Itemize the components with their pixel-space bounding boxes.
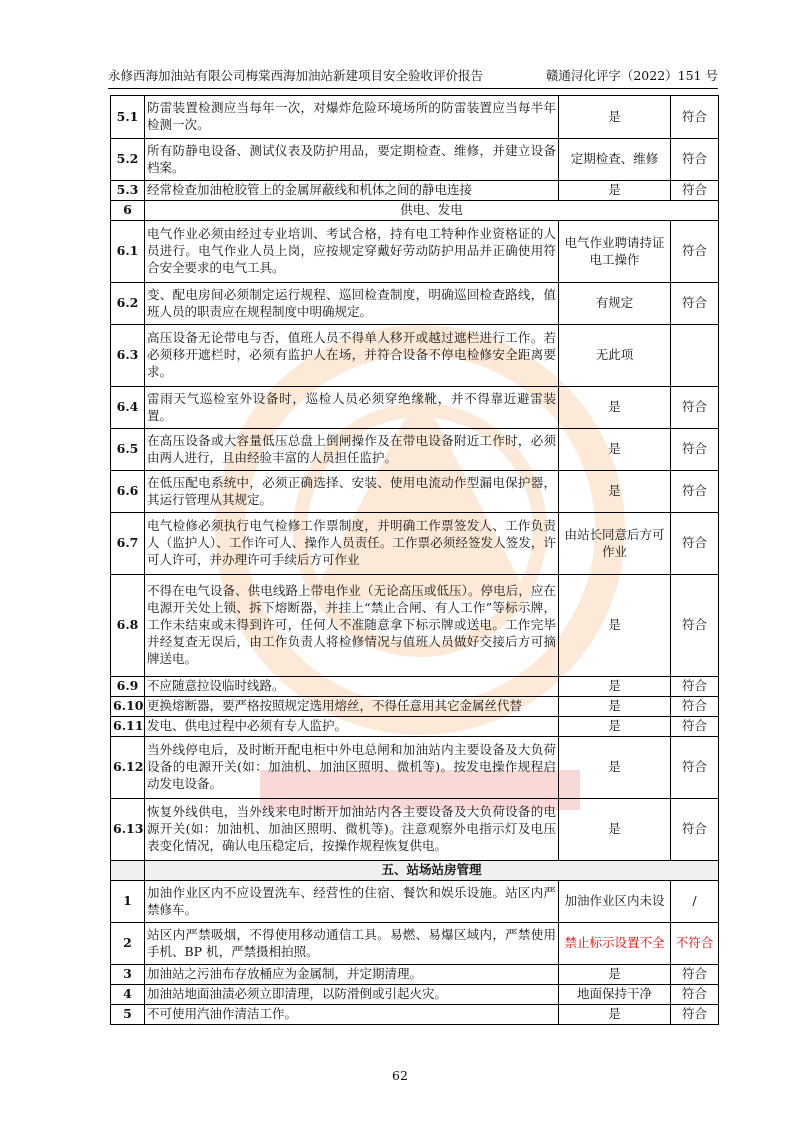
check-result: 是 [559,96,671,139]
section-title: 五、站场站房管理 [145,861,719,881]
table-row [111,697,719,717]
check-result: 地面保持干净 [559,985,671,1005]
compliance-verdict: 符合 [671,697,719,717]
row-number: 6.7 [111,513,145,575]
requirement-text: 变、配电房间必须制定运行规程、巡回检查制度，明确巡回检查路线，值班人员的职责应在规程制度中明确规定。 [145,283,559,325]
compliance-verdict: 符合 [671,181,719,201]
page-number: 62 [392,1068,408,1083]
row-number: 6.8 [111,575,145,677]
check-result: 是 [559,387,671,429]
table-row [111,717,719,737]
row-number: 3 [111,965,145,985]
requirement-text: 当外线停电后，及时断开配电柜中外电总闸和加油站内主要设备及大负荷设备的电源开关(如：加油机、加油区照明、微机等)。按发电操作规程启动发电设备。 [145,737,559,799]
table-row [111,985,719,1005]
row-number: 6.5 [111,429,145,471]
requirement-text: 在低压配电系统中，必须正确选择、安装、使用电流动作型漏电保护器，其运行管理从其规定。 [145,471,559,513]
table-row [111,737,719,799]
row-number: 5.3 [111,181,145,201]
requirement-text: 加油站之污油布存放桶应为金属制，并定期清理。 [145,965,559,985]
header-report-title: 永修西海加油站有限公司梅棠西海加油站新建项目安全验收评价报告 [108,68,484,83]
row-number: 6.12 [111,737,145,799]
compliance-verdict: 不符合 [671,923,719,965]
section-row [111,861,719,881]
compliance-verdict: 符合 [671,221,719,283]
table-row [111,677,719,697]
requirement-text: 防雷装置检测应当每年一次，对爆炸危险环境场所的防雷装置应当每半年检测一次。 [145,96,559,139]
table-row [111,1005,719,1025]
requirement-text: 电气检修必须执行电气检修工作票制度，并明确工作票签发人、工作负责人（监护人）、工作许可人、操作人员责任。工作票必须经签发人签发，许可人许可，并办理许可手续后方可作业 [145,513,559,575]
check-result: 电气作业聘请持证电工操作 [559,221,671,283]
check-result: 有规定 [559,283,671,325]
check-result: 定期检查、维修 [559,139,671,181]
requirement-text: 不应随意拉设临时线路。 [145,677,559,697]
row-number: 4 [111,985,145,1005]
check-result: 是 [559,429,671,471]
check-result: 是 [559,717,671,737]
check-result: 是 [559,181,671,201]
compliance-verdict: 符合 [671,429,719,471]
requirement-text: 不得在电气设备、供电线路上带电作业（无论高压或低压）。停电后，应在电源开关处上锁、拆下熔断器，并挂上“禁止合闸、有人工作”等标示牌，工作未结束或未得到许可，任何人不准随意拿下标示牌或送电。工作完毕并经复查无误后，由工作负责人将检修情况与值班人员做好交接后方可摘牌送电。 [145,575,559,677]
check-result: 加油作业区内未设 [559,881,671,923]
row-number: 6.9 [111,677,145,697]
compliance-verdict: 符合 [671,1005,719,1025]
row-number: 6.13 [111,799,145,861]
compliance-verdict [671,325,719,387]
compliance-verdict: 符合 [671,965,719,985]
row-number: 2 [111,923,145,965]
check-result: 是 [559,575,671,677]
table-row [111,325,719,387]
requirement-text: 加油作业区内不应设置洗车、经营性的住宿、餐饮和娱乐设施。站区内严禁修车。 [145,881,559,923]
row-number: 6.6 [111,471,145,513]
table-row [111,387,719,429]
requirement-text: 不可使用汽油作清洁工作。 [145,1005,559,1025]
requirement-text: 恢复外线供电，当外线来电时断开加油站内各主要设备及大负荷设备的电源开关(如：加油机、加油区照明、微机等)。注意观察外电指示灯及电压表变化情况，确认电压稳定后，按操作规程恢复供电。 [145,799,559,861]
table-row [111,429,719,471]
row-number: 6.4 [111,387,145,429]
row-number: 6.2 [111,283,145,325]
compliance-verdict: 符合 [671,387,719,429]
check-result: 是 [559,471,671,513]
requirement-text: 发电、供电过程中必须有专人监护。 [145,717,559,737]
table-row [111,965,719,985]
check-result: 是 [559,965,671,985]
compliance-verdict: 符合 [671,575,719,677]
requirement-text: 经常检查加油枪胶管上的金属屏蔽线和机体之间的静电连接 [145,181,559,201]
compliance-verdict: 符合 [671,139,719,181]
check-result: 是 [559,799,671,861]
inspection-checklist-table [110,95,719,1025]
table-row [111,221,719,283]
compliance-verdict: / [671,881,719,923]
table-row [111,513,719,575]
table-row [111,139,719,181]
requirement-text: 高压设备无论带电与否，值班人员不得单人移开或越过遮栏进行工作。若必须移开遮栏时，必须有监护人在场，并符合设备不停电检修安全距离要求。 [145,325,559,387]
row-number: 6.1 [111,221,145,283]
page-header [108,66,718,89]
compliance-verdict: 符合 [671,471,719,513]
row-number: 5 [111,1005,145,1025]
section-row [111,201,719,221]
compliance-verdict: 符合 [671,985,719,1005]
table-body [111,96,719,1025]
requirement-text: 雷雨天气巡检室外设备时，巡检人员必须穿绝缘靴，并不得靠近避雷装置。 [145,387,559,429]
table-row [111,575,719,677]
check-result: 由站长同意后方可作业 [559,513,671,575]
table-row [111,181,719,201]
compliance-verdict: 符合 [671,283,719,325]
header-report-number: 赣通浔化评字（2022）151 号 [545,68,718,83]
row-number: 5.1 [111,96,145,139]
table-row [111,283,719,325]
check-result: 是 [559,737,671,799]
row-number: 6.10 [111,697,145,717]
requirement-text: 在高压设备或大容量低压总盘上倒闸操作及在带电设备附近工作时，必须由两人进行，且由经验丰富的人员担任监护。 [145,429,559,471]
row-number: 6 [111,201,145,221]
compliance-verdict: 符合 [671,717,719,737]
table-row [111,471,719,513]
row-number: 6.3 [111,325,145,387]
table-row [111,96,719,139]
check-result: 是 [559,1005,671,1025]
requirement-text: 电气作业必须由经过专业培训、考试合格，持有电工特种作业资格证的人员进行。电气作业人员上岗，应按规定穿戴好劳动防护用品并正确使用符合安全要求的电气工具。 [145,221,559,283]
check-result: 是 [559,677,671,697]
requirement-text: 站区内严禁吸烟，不得使用移动通信工具。易燃、易爆区域内，严禁使用手机、BP 机，严禁摄相拍照。 [145,923,559,965]
compliance-verdict: 符合 [671,799,719,861]
row-number: 6.11 [111,717,145,737]
section-title: 供电、发电 [145,201,719,221]
row-number: 1 [111,881,145,923]
requirement-text: 更换熔断器，要严格按照规定选用熔丝，不得任意用其它金属丝代替 [145,697,559,717]
compliance-verdict: 符合 [671,737,719,799]
compliance-verdict: 符合 [671,96,719,139]
requirement-text: 加油站地面油渍必须立即清理，以防滑倒或引起火灾。 [145,985,559,1005]
compliance-verdict: 符合 [671,513,719,575]
row-number [111,861,145,881]
row-number: 5.2 [111,139,145,181]
table-row [111,799,719,861]
check-result: 无此项 [559,325,671,387]
requirement-text: 所有防静电设备、测试仪表及防护用品，要定期检查、维修，并建立设备档案。 [145,139,559,181]
check-result: 是 [559,697,671,717]
check-result: 禁止标示设置不全 [559,923,671,965]
compliance-verdict: 符合 [671,677,719,697]
table-row [111,923,719,965]
table-row [111,881,719,923]
